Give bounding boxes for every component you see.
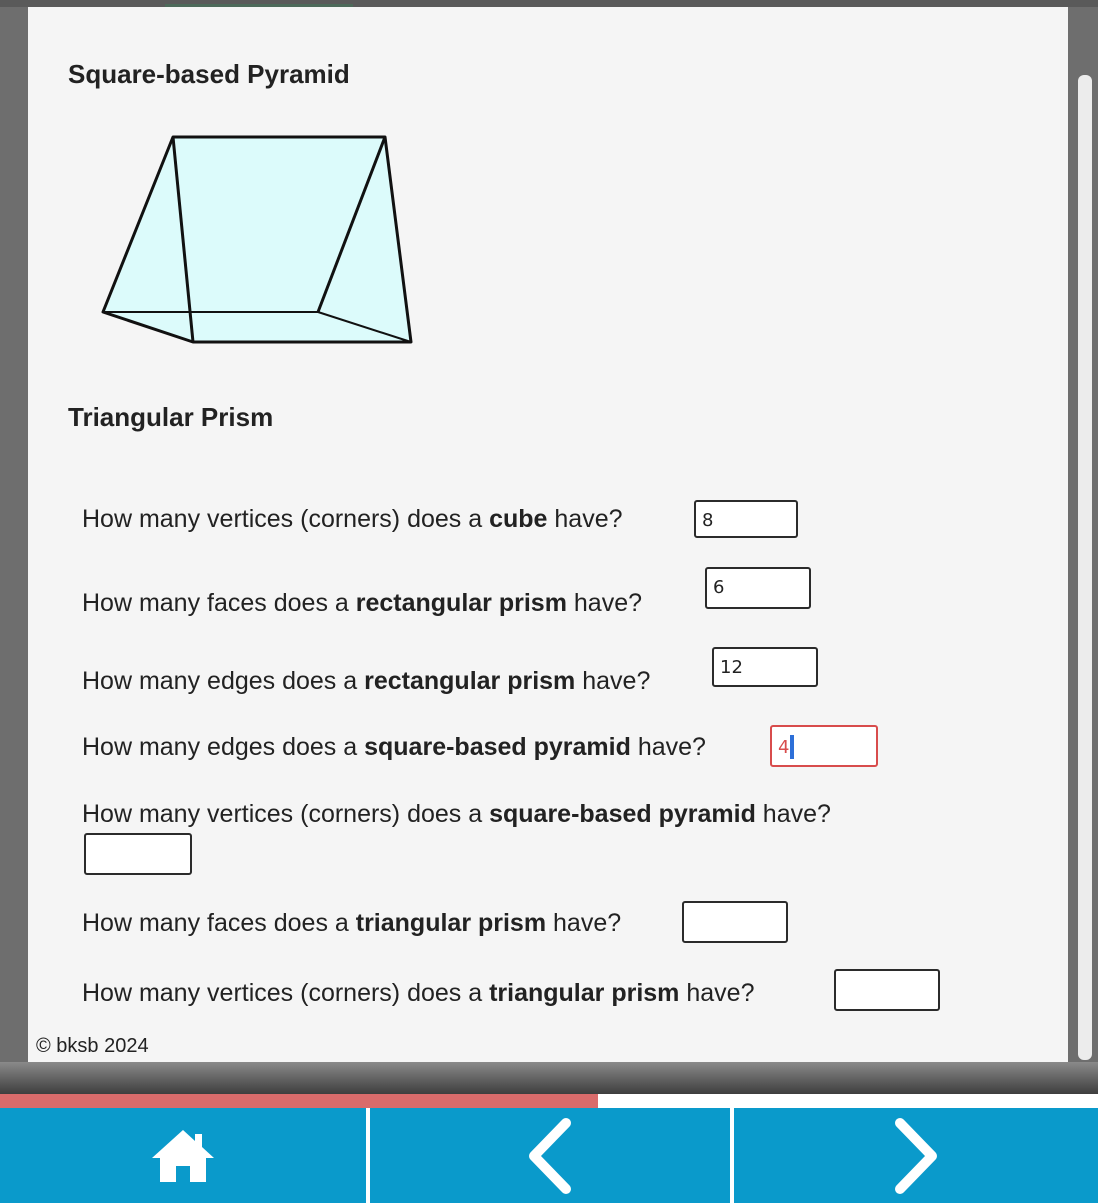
home-icon xyxy=(150,1128,216,1184)
question-3: How many edges does a rectangular prism have? xyxy=(82,667,651,695)
answer-input-4[interactable] xyxy=(770,725,878,767)
question-6: How many faces does a triangular prism have? xyxy=(82,909,622,937)
scrollbar-track[interactable] xyxy=(1078,75,1092,1060)
answer-input-5[interactable] xyxy=(84,833,192,875)
next-button[interactable] xyxy=(734,1108,1098,1203)
pyramid-heading: Square-based Pyramid xyxy=(68,59,350,89)
answer-input-2[interactable]: 6 xyxy=(705,567,811,609)
triangular-prism-figure xyxy=(98,132,428,357)
content-page xyxy=(28,7,1068,1062)
chevron-right-icon xyxy=(886,1117,946,1195)
shadow-band xyxy=(0,1062,1098,1094)
question-2: How many faces does a rectangular prism have? xyxy=(82,589,642,617)
top-strip xyxy=(0,0,1098,7)
question-4: How many edges does a square-based pyramid have? xyxy=(82,733,706,761)
bottom-nav xyxy=(0,1108,1098,1203)
chevron-left-icon xyxy=(520,1117,580,1195)
text-caret xyxy=(790,735,794,759)
answer-input-7[interactable] xyxy=(834,969,940,1011)
question-5: How many vertices (corners) does a square-based pyramid have? xyxy=(82,800,831,828)
answer-input-1[interactable]: 8 xyxy=(694,500,798,538)
prism-heading: Triangular Prism xyxy=(68,402,274,432)
question-7: How many vertices (corners) does a triangular prism have? xyxy=(82,979,755,1007)
progress-bar xyxy=(0,1094,1098,1108)
answer-input-6[interactable] xyxy=(682,901,788,943)
progress-fill xyxy=(0,1094,598,1108)
previous-button[interactable] xyxy=(370,1108,730,1203)
question-1: How many vertices (corners) does a cube have? xyxy=(82,505,623,533)
copyright-text: © bksb 2024 xyxy=(36,1035,149,1057)
answer-input-3[interactable]: 12 xyxy=(712,647,818,687)
home-button[interactable] xyxy=(0,1108,366,1203)
answer-4-value: 4 xyxy=(778,737,790,758)
